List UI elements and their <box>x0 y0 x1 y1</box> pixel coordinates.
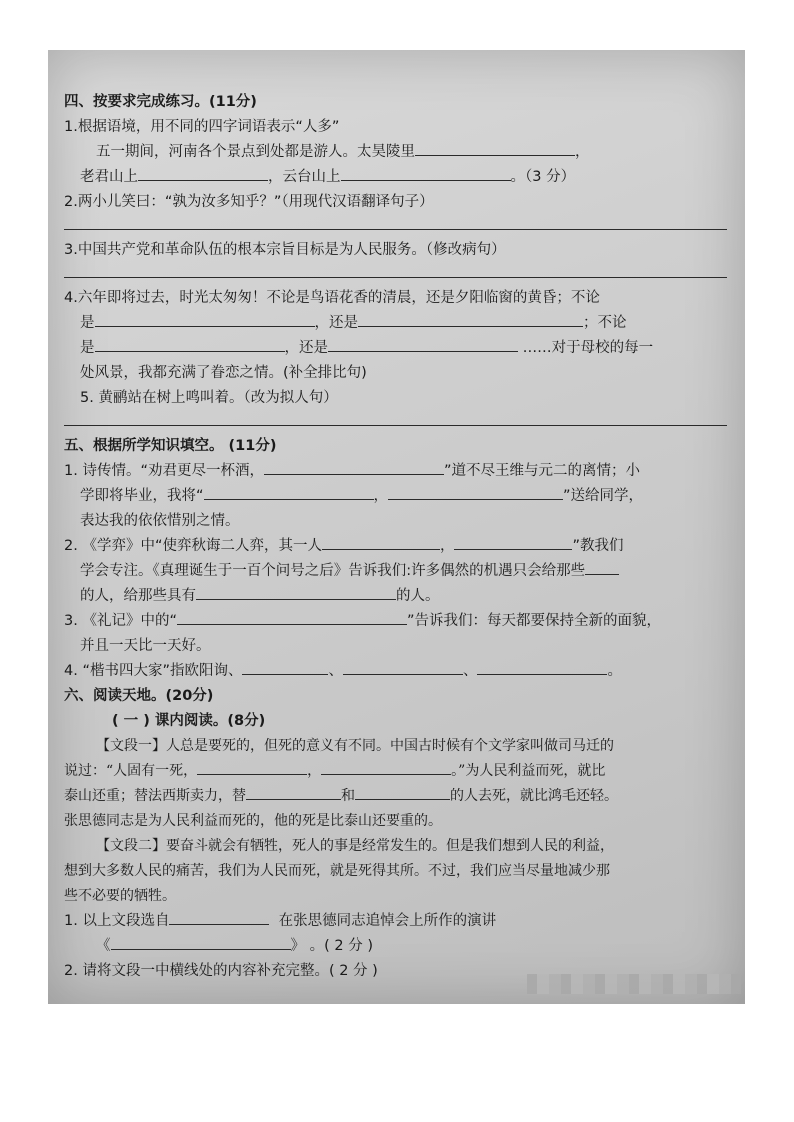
s6-q1-open: 《 <box>96 938 111 954</box>
s4-q4-blank-3[interactable] <box>95 336 285 352</box>
s6-p2-line-2: 想到大多数人民的痛苦，我们为人民而死，就是死得其所。不过，我们应当尽量地减少那 <box>64 863 610 879</box>
s5-q2-blank-4[interactable] <box>196 584 396 600</box>
s6-p1-text-d: 泰山还重；替法西斯卖力，替 <box>64 788 246 804</box>
s5-q3-text-a: 3. 《礼记》中的“ <box>64 613 177 629</box>
s6-subtitle: ( 一 ) 课内阅读。(8分) <box>112 713 266 729</box>
s4-q4-line-2 <box>64 311 733 336</box>
s4-q2-answer-line[interactable] <box>64 215 727 230</box>
s6-q1-score: 。( 2 分 ) <box>309 938 373 954</box>
s5-q2-text-b: ”教我们 <box>572 538 624 554</box>
s6-q1-text-a: 1. 以上文段选自 <box>64 913 170 929</box>
s4-q1-text-c: ，云台山上 <box>268 169 341 185</box>
s5-q1-line-2 <box>64 484 733 509</box>
worksheet-content <box>64 90 733 984</box>
s5-q3-blank-1[interactable] <box>177 609 407 625</box>
s6-p1-blank-1[interactable] <box>197 759 307 775</box>
s5-q4-blank-2[interactable] <box>343 659 463 675</box>
s5-q1-text-d: ”送给同学， <box>563 488 644 504</box>
s6-q1-blank-2[interactable] <box>111 934 291 950</box>
s6-p1-text-e: 的人去死，就比鸿毛还轻。 <box>450 788 618 804</box>
s4-q4-haishi-2: ，还是 <box>284 340 328 356</box>
s5-q4-sep-2: 、 <box>462 663 478 679</box>
s4-q1-text-a: 五一期间，河南各个景点到处都是游人。太昊陵里 <box>96 144 415 160</box>
s5-q3-text-b: ”告诉我们：每天都要保持全新的面貌， <box>406 613 661 629</box>
s5-q1-text-c: 学即将毕业，我将“ <box>80 488 204 504</box>
worksheet-photo <box>48 50 745 1004</box>
s6-q1-blank-1[interactable] <box>169 909 269 925</box>
s5-q2-line-2 <box>64 559 733 584</box>
s4-q4-blank-1[interactable] <box>95 311 315 327</box>
s4-q3-prompt: 3.中国共产党和革命队伍的根本宗旨目标是为人民服务。（修改病句） <box>64 242 506 258</box>
s5-q3-line-2: 并且一天比一天好。 <box>80 638 211 654</box>
s4-q4-bulun: ；不论 <box>583 315 627 331</box>
s4-q4-line-1: 4.六年即将过去，时光太匆匆！不论是鸟语花香的清晨，还是夕阳临窗的黄昏；不论 <box>64 290 600 306</box>
s5-q2-comma: ， <box>439 538 455 554</box>
section-6-title: 六、阅读天地。(20分) <box>64 688 214 704</box>
s5-q1-line-1 <box>64 459 733 484</box>
s6-p1-blank-2[interactable] <box>321 759 451 775</box>
s4-q1-text-a-end: ， <box>575 144 590 160</box>
s6-q1-text-b: 在张思德同志追悼会上所作的演讲 <box>278 913 497 929</box>
s5-q1-text-b: ”道不尽王维与元二的离情；小 <box>443 463 640 479</box>
s6-p1-line-1: 【文段一】人总是要死的，但死的意义有不同。中国古时候有个文学家叫做司马迁的 <box>96 738 614 754</box>
s5-q2-text-c: 学会专注。《真理诞生于一百个问号之后》告诉我们:许多偶然的机遇只会给那些 <box>80 563 586 579</box>
s5-q2-line-3 <box>64 584 733 609</box>
s4-q4-tail: ……对于母校的每一 <box>522 340 654 356</box>
s4-q4-blank-2[interactable] <box>358 311 583 327</box>
s5-q2-line-1 <box>64 534 733 559</box>
s5-q2-blank-2[interactable] <box>454 534 572 550</box>
s6-q1-line-2 <box>64 934 733 959</box>
s6-p1-line-4: 张思德同志是为人民利益而死的，他的死是比泰山还要重的。 <box>64 813 442 829</box>
s4-q1-line-a <box>64 140 733 165</box>
s6-p1-text-b: 说过：“人固有一死， <box>64 763 198 779</box>
s6-p1-line-3 <box>64 784 733 809</box>
s4-q3-answer-line[interactable] <box>64 263 727 278</box>
s4-q4-line-3 <box>64 336 733 361</box>
s6-p1-line-2 <box>64 759 733 784</box>
s5-q2-text-e: 的人。 <box>396 588 440 604</box>
s4-q1-blank-3[interactable] <box>341 165 511 181</box>
s4-q4-haishi-1: ，还是 <box>314 315 358 331</box>
s4-q4-line-4: 处风景，我都充满了眷恋之情。(补全排比句) <box>80 365 367 381</box>
s4-q1-prompt: 1.根据语境，用不同的四字词语表示“人多” <box>64 119 340 135</box>
s5-q4-sep-1: 、 <box>328 663 343 679</box>
s5-q1-line-3: 表达我的依依惜别之情。 <box>80 513 240 529</box>
s4-q5-prompt: 5. 黄鹂站在树上鸣叫着。（改为拟人句） <box>80 390 338 406</box>
s6-p1-blank-3[interactable] <box>246 784 341 800</box>
s4-q1-score: 。（3 分） <box>510 169 576 185</box>
s6-p2-line-1: 【文段二】要奋斗就会有牺牲，死人的事是经常发生的。但是我们想到人民的利益， <box>96 838 614 854</box>
s5-q2-blank-1[interactable] <box>322 534 440 550</box>
s4-q4-shi-1: 是 <box>80 315 95 331</box>
s4-q1-blank-2[interactable] <box>138 165 268 181</box>
s4-q1-blank-1[interactable] <box>415 140 575 156</box>
s6-q2-prompt: 2. 请将文段一中横线处的内容补充完整。( 2 分 ) <box>64 963 378 979</box>
s6-p1-comma: ， <box>307 763 322 779</box>
s6-q1-line-1 <box>64 909 733 934</box>
s4-q4-shi-2: 是 <box>80 340 95 356</box>
s6-p1-text-c: 。”为人民利益而死，就比 <box>451 763 606 779</box>
s5-q2-blank-3[interactable] <box>585 559 619 575</box>
s5-q4-line <box>64 659 733 684</box>
s4-q2-prompt: 2.两小儿笑曰：“孰为汝多知乎？”（用现代汉语翻译句子） <box>64 194 434 210</box>
s5-q1-blank-1[interactable] <box>264 459 444 475</box>
s5-q1-comma: ， <box>373 488 389 504</box>
s4-q5-answer-line[interactable] <box>64 411 727 426</box>
s6-p1-he: 和 <box>341 788 355 804</box>
s4-q1-line-b <box>64 165 733 190</box>
s5-q4-blank-3[interactable] <box>477 659 607 675</box>
s4-q1-text-b: 老君山上 <box>80 169 138 185</box>
s6-p2-line-3: 些不必要的牺牲。 <box>64 888 176 904</box>
s5-q2-text-a: 2. 《学弈》中“使弈秋诲二人弈，其一人 <box>64 538 322 554</box>
s6-q1-close: 》 <box>290 938 305 954</box>
section-5-title: 五、根据所学知识填空。 (11分) <box>64 438 277 454</box>
s5-q4-end: 。 <box>607 663 622 679</box>
s5-q3-line-1 <box>64 609 733 634</box>
s5-q1-blank-3[interactable] <box>388 484 563 500</box>
s5-q1-blank-2[interactable] <box>204 484 374 500</box>
s5-q4-blank-1[interactable] <box>242 659 328 675</box>
s5-q2-text-d: 的人，给那些具有 <box>80 588 196 604</box>
s5-q4-text-a: 4. “楷书四大家”指欧阳询、 <box>64 663 243 679</box>
blurred-watermark <box>527 974 741 994</box>
s4-q4-blank-4[interactable] <box>328 336 518 352</box>
section-4-title: 四、按要求完成练习。(11分) <box>64 94 257 110</box>
s5-q1-text-a: 1. 诗传情。“劝君更尽一杯酒， <box>64 463 264 479</box>
s6-p1-blank-4[interactable] <box>355 784 450 800</box>
